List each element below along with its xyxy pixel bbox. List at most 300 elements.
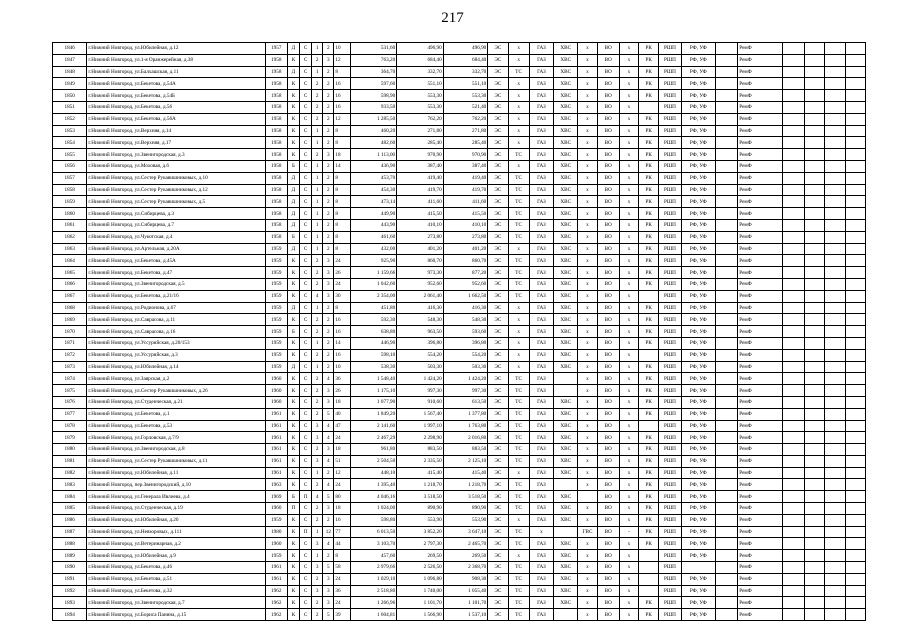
table-cell: ГАЗ bbox=[529, 184, 553, 196]
table-cell: 553,90 bbox=[443, 514, 488, 526]
table-cell: 684,40 bbox=[397, 54, 444, 66]
table-cell: х bbox=[619, 420, 638, 432]
table-cell: РК bbox=[639, 243, 659, 255]
table-cell: РФ, УФ bbox=[681, 290, 715, 302]
table-cell: Д bbox=[287, 43, 299, 55]
table-cell: ГАЗ bbox=[529, 231, 553, 243]
table-cell bbox=[639, 585, 659, 597]
empty-cell bbox=[782, 172, 804, 184]
table-cell: К bbox=[287, 90, 299, 102]
table-cell: 1958 bbox=[265, 101, 287, 113]
table-cell: 415,50 bbox=[397, 208, 444, 220]
table-cell: РШП bbox=[659, 184, 681, 196]
table-cell: 4 046,16 bbox=[350, 491, 397, 503]
table-cell: 419,40 bbox=[443, 172, 488, 184]
table-cell: 5 bbox=[323, 491, 334, 503]
table-cell: С bbox=[300, 137, 312, 149]
empty-cell bbox=[805, 243, 825, 255]
table-cell: х bbox=[578, 113, 597, 125]
table-cell: 269,50 bbox=[397, 550, 444, 562]
table-row bbox=[53, 467, 866, 479]
table-cell: ХВС bbox=[554, 408, 578, 420]
table-cell: х bbox=[619, 562, 638, 574]
table-cell: РемФ bbox=[738, 219, 783, 231]
table-cell: 1961 bbox=[265, 444, 287, 456]
table-cell: ЭС bbox=[488, 137, 508, 149]
table-cell: РШП bbox=[659, 550, 681, 562]
table-cell: ГАЗ bbox=[529, 302, 553, 314]
table-cell: ХВС bbox=[554, 455, 578, 467]
table-cell bbox=[639, 420, 659, 432]
table-cell: ХВС bbox=[554, 54, 578, 66]
table-cell: ГАЗ bbox=[529, 43, 553, 55]
table-row bbox=[53, 444, 866, 456]
table-cell: С bbox=[300, 396, 312, 408]
table-cell: г.Нижний Новгород, ул.Звенигородская, д.5 bbox=[87, 278, 265, 290]
empty-cell bbox=[805, 90, 825, 102]
table-cell: 2 979,66 bbox=[350, 562, 397, 574]
empty-cell bbox=[782, 479, 804, 491]
table-cell: 2 354,00 bbox=[350, 290, 397, 302]
table-cell: 5 bbox=[323, 609, 334, 621]
table-cell bbox=[716, 479, 738, 491]
table-cell: ТС bbox=[508, 609, 529, 621]
empty-cell bbox=[805, 562, 825, 574]
table-cell: 2 bbox=[312, 78, 323, 90]
table-cell: х bbox=[619, 585, 638, 597]
table-cell: С bbox=[300, 243, 312, 255]
table-row bbox=[53, 550, 866, 562]
table-cell: 410,10 bbox=[397, 219, 444, 231]
table-cell: 1850 bbox=[53, 90, 87, 102]
table-cell: 1959 bbox=[265, 361, 287, 373]
table-cell: С bbox=[300, 219, 312, 231]
table-cell: ТС bbox=[508, 373, 529, 385]
table-cell: ВО bbox=[597, 326, 619, 338]
table-cell: РК bbox=[639, 278, 659, 290]
empty-cell bbox=[825, 573, 845, 585]
table-cell: 1959 bbox=[265, 267, 287, 279]
empty-cell bbox=[782, 538, 804, 550]
table-cell bbox=[716, 184, 738, 196]
table-cell: 553,30 bbox=[443, 90, 488, 102]
table-cell: 997,30 bbox=[443, 385, 488, 397]
table-cell: ВО bbox=[597, 538, 619, 550]
empty-cell bbox=[805, 526, 825, 538]
table-cell: К bbox=[287, 290, 299, 302]
table-cell: 613,50 bbox=[443, 396, 488, 408]
table-cell bbox=[716, 219, 738, 231]
table-row bbox=[53, 78, 866, 90]
table-cell: 598,10 bbox=[350, 349, 397, 361]
table-cell: 1 175,10 bbox=[350, 385, 397, 397]
empty-cell bbox=[805, 432, 825, 444]
table-cell: 3 bbox=[312, 585, 323, 597]
table-cell: 18 bbox=[334, 396, 350, 408]
table-cell: 5 bbox=[323, 562, 334, 574]
table-cell: РФ, УФ bbox=[681, 149, 715, 161]
table-cell: 1 740,00 bbox=[397, 585, 444, 597]
table-cell: РФ, УФ bbox=[681, 420, 715, 432]
table-cell: 2 467,29 bbox=[350, 432, 397, 444]
table-row bbox=[53, 184, 866, 196]
table-cell: 16 bbox=[334, 78, 350, 90]
table-cell: 1959 bbox=[265, 514, 287, 526]
empty-cell bbox=[782, 597, 804, 609]
table-cell: ГАЗ bbox=[529, 243, 553, 255]
table-cell: К bbox=[287, 479, 299, 491]
table-cell: ХВС bbox=[554, 90, 578, 102]
empty-cell bbox=[845, 208, 865, 220]
table-cell: х bbox=[619, 219, 638, 231]
table-cell: РемФ bbox=[738, 113, 783, 125]
table-cell: ТС bbox=[508, 420, 529, 432]
empty-cell bbox=[825, 337, 845, 349]
table-cell: 2 bbox=[323, 113, 334, 125]
table-cell: х bbox=[578, 137, 597, 149]
table-cell: 1959 bbox=[265, 314, 287, 326]
empty-cell bbox=[805, 408, 825, 420]
table-cell: С bbox=[300, 550, 312, 562]
table-cell: К bbox=[287, 385, 299, 397]
table-cell: 1958 bbox=[265, 208, 287, 220]
table-cell: РШП bbox=[659, 54, 681, 66]
table-cell: ГАЗ bbox=[529, 420, 553, 432]
table-cell: г.Нижний Новгород, ул.Юбилейная, д.9 bbox=[87, 550, 265, 562]
table-cell: ВО bbox=[597, 125, 619, 137]
table-cell: 2 bbox=[323, 302, 334, 314]
empty-cell bbox=[805, 208, 825, 220]
table-cell: х bbox=[508, 101, 529, 113]
table-cell: х bbox=[578, 160, 597, 172]
table-cell: 14 bbox=[334, 160, 350, 172]
table-cell: г.Нижний Новгород, ул.Бекетова, д.46 bbox=[87, 562, 265, 574]
table-cell: 2 bbox=[312, 326, 323, 338]
table-cell: 1 424,20 bbox=[443, 373, 488, 385]
table-cell: 952,60 bbox=[397, 278, 444, 290]
empty-cell bbox=[845, 160, 865, 172]
table-cell: г.Нижний Новгород, ул.Сибирцева, д.3 bbox=[87, 208, 265, 220]
table-cell: РемФ bbox=[738, 172, 783, 184]
table-cell: РФ, УФ bbox=[681, 137, 715, 149]
table-cell: г.Нижний Новгород, ул.1-я Оранжерейная, д.38 bbox=[87, 54, 265, 66]
empty-cell bbox=[782, 609, 804, 621]
table-cell: РемФ bbox=[738, 385, 783, 397]
table-cell: РШП bbox=[659, 609, 681, 621]
empty-cell bbox=[845, 113, 865, 125]
table-cell: 2 bbox=[323, 349, 334, 361]
table-cell: г.Нижний Новгород, ул.Студенческая, д.21 bbox=[87, 396, 265, 408]
table-cell: 1 bbox=[312, 361, 323, 373]
table-row bbox=[53, 585, 866, 597]
table-cell: х bbox=[619, 160, 638, 172]
empty-cell bbox=[825, 184, 845, 196]
table-cell: х bbox=[578, 290, 597, 302]
table-cell: РФ, УФ bbox=[681, 243, 715, 255]
table-cell: К bbox=[287, 550, 299, 562]
empty-cell bbox=[825, 160, 845, 172]
table-cell: х bbox=[619, 278, 638, 290]
table-cell bbox=[716, 243, 738, 255]
table-cell: Б bbox=[287, 160, 299, 172]
table-cell: К bbox=[287, 267, 299, 279]
table-cell: С bbox=[300, 514, 312, 526]
table-cell bbox=[554, 526, 578, 538]
table-cell: 1963 bbox=[265, 479, 287, 491]
table-cell: х bbox=[508, 125, 529, 137]
table-cell: К bbox=[287, 255, 299, 267]
table-cell bbox=[716, 90, 738, 102]
table-cell: 18 bbox=[334, 149, 350, 161]
table-cell: 973,30 bbox=[397, 267, 444, 279]
table-cell: ХВС bbox=[554, 160, 578, 172]
table-cell: С bbox=[300, 267, 312, 279]
table-cell: РШП bbox=[659, 444, 681, 456]
table-row bbox=[53, 432, 866, 444]
table-cell: РемФ bbox=[738, 267, 783, 279]
empty-cell bbox=[805, 43, 825, 55]
empty-cell bbox=[805, 302, 825, 314]
table-row bbox=[53, 514, 866, 526]
table-cell: РФ, УФ bbox=[681, 113, 715, 125]
table-row bbox=[53, 137, 866, 149]
table-cell: 890,90 bbox=[397, 503, 444, 515]
table-cell bbox=[716, 137, 738, 149]
table-row bbox=[53, 326, 866, 338]
table-cell: РШП bbox=[659, 231, 681, 243]
table-cell: ГАЗ bbox=[529, 503, 553, 515]
table-cell: ХВС bbox=[554, 420, 578, 432]
table-cell: 16 bbox=[334, 349, 350, 361]
table-cell: 1 bbox=[312, 337, 323, 349]
table-cell: ЭС bbox=[488, 326, 508, 338]
table-cell: 1958 bbox=[265, 113, 287, 125]
table-cell: г.Нижний Новгород, ул.Сестер Рукавишниковых, д.10 bbox=[87, 172, 265, 184]
table-cell: РК bbox=[639, 479, 659, 491]
empty-cell bbox=[825, 243, 845, 255]
table-cell: ГАЗ bbox=[529, 219, 553, 231]
table-cell: К bbox=[287, 54, 299, 66]
table-cell: РемФ bbox=[738, 160, 783, 172]
table-cell: 2 bbox=[312, 54, 323, 66]
table-cell: РК bbox=[639, 503, 659, 515]
table-cell: х bbox=[578, 149, 597, 161]
table-cell: ВО bbox=[597, 479, 619, 491]
table-cell: С bbox=[300, 172, 312, 184]
table-cell bbox=[681, 562, 715, 574]
table-row bbox=[53, 160, 866, 172]
table-cell: ХВС bbox=[554, 101, 578, 113]
table-cell: РемФ bbox=[738, 562, 783, 574]
table-cell: РК bbox=[639, 78, 659, 90]
empty-cell bbox=[845, 467, 865, 479]
table-cell: х bbox=[508, 361, 529, 373]
table-cell: ЭС bbox=[488, 101, 508, 113]
table-cell bbox=[716, 444, 738, 456]
table-cell: 553,30 bbox=[397, 90, 444, 102]
table-cell: 1882 bbox=[53, 467, 87, 479]
table-cell bbox=[716, 54, 738, 66]
table-cell: 3 bbox=[323, 278, 334, 290]
table-cell: РШП bbox=[659, 396, 681, 408]
table-cell: РК bbox=[639, 455, 659, 467]
table-cell: С bbox=[300, 337, 312, 349]
table-row bbox=[53, 243, 866, 255]
empty-cell bbox=[845, 514, 865, 526]
table-cell: ХВС bbox=[554, 550, 578, 562]
table-cell: 2 bbox=[323, 514, 334, 526]
table-cell: 1959 bbox=[265, 243, 287, 255]
table-cell bbox=[716, 455, 738, 467]
table-cell: 8 bbox=[334, 66, 350, 78]
table-cell: 18 bbox=[334, 503, 350, 515]
table-cell: ГАЗ bbox=[529, 290, 553, 302]
empty-cell bbox=[805, 137, 825, 149]
table-row bbox=[53, 538, 866, 550]
table-cell: 12 bbox=[334, 54, 350, 66]
table-cell: ТС bbox=[508, 396, 529, 408]
table-cell: РемФ bbox=[738, 337, 783, 349]
table-cell: 1959 bbox=[265, 290, 287, 302]
table-cell: К bbox=[287, 337, 299, 349]
table-cell: 3 bbox=[323, 444, 334, 456]
table-cell: РемФ bbox=[738, 125, 783, 137]
table-cell: РК bbox=[639, 337, 659, 349]
table-cell: 396,80 bbox=[397, 337, 444, 349]
table-cell: ЭС bbox=[488, 514, 508, 526]
table-cell: К bbox=[287, 585, 299, 597]
table-cell: РФ, УФ bbox=[681, 337, 715, 349]
table-cell: г.Нижний Новгород, ул.Юбилейная, д.20 bbox=[87, 514, 265, 526]
table-cell: РФ, УФ bbox=[681, 78, 715, 90]
table-cell: С bbox=[300, 562, 312, 574]
empty-cell bbox=[805, 597, 825, 609]
table-cell: ВО bbox=[597, 149, 619, 161]
table-cell: П bbox=[300, 526, 312, 538]
table-cell: х bbox=[508, 160, 529, 172]
table-row bbox=[53, 526, 866, 538]
table-cell: х bbox=[619, 550, 638, 562]
table-cell: РШП bbox=[659, 326, 681, 338]
table-cell: ЭС bbox=[488, 290, 508, 302]
table-cell: П bbox=[300, 491, 312, 503]
table-cell: ХВС bbox=[554, 208, 578, 220]
empty-cell bbox=[782, 326, 804, 338]
empty-cell bbox=[825, 314, 845, 326]
table-cell: х bbox=[619, 149, 638, 161]
table-cell bbox=[716, 160, 738, 172]
table-cell: 1958 bbox=[265, 149, 287, 161]
table-cell: РШП bbox=[659, 149, 681, 161]
table-cell: г.Нижний Новгород, ул.Сестер Рукавишниковых, д.12 bbox=[87, 184, 265, 196]
empty-cell bbox=[782, 54, 804, 66]
table-cell: 1 029,10 bbox=[350, 573, 397, 585]
table-cell: х bbox=[619, 361, 638, 373]
empty-cell bbox=[845, 101, 865, 113]
empty-cell bbox=[805, 503, 825, 515]
table-cell: 387,40 bbox=[397, 160, 444, 172]
table-cell: РК bbox=[639, 491, 659, 503]
empty-cell bbox=[805, 420, 825, 432]
table-cell: ХВС bbox=[554, 514, 578, 526]
empty-cell bbox=[825, 231, 845, 243]
table-cell: 4 bbox=[323, 479, 334, 491]
table-row bbox=[53, 597, 866, 609]
table-cell: г.Нижний Новгород, ул.Горловская, д.7/9 bbox=[87, 432, 265, 444]
table-cell: Б bbox=[287, 231, 299, 243]
table-cell: х bbox=[578, 455, 597, 467]
table-cell: х bbox=[508, 302, 529, 314]
table-cell: х bbox=[619, 208, 638, 220]
table-cell: г.Нижний Новгород, ул.Бекетова, д.21/16 bbox=[87, 290, 265, 302]
table-cell: РК bbox=[639, 467, 659, 479]
table-cell: ВО bbox=[597, 337, 619, 349]
table-cell: 1 285,50 bbox=[350, 113, 397, 125]
table-cell: ХВС bbox=[554, 78, 578, 90]
empty-cell bbox=[805, 278, 825, 290]
table-cell: х bbox=[578, 609, 597, 621]
table-cell: К bbox=[287, 314, 299, 326]
table-cell: РШП bbox=[659, 526, 681, 538]
table-cell: г.Нижний Новгород, ул.Бекетова, д.56А bbox=[87, 113, 265, 125]
table-cell: РК bbox=[639, 66, 659, 78]
table-row bbox=[53, 43, 866, 55]
table-cell: ТС bbox=[508, 585, 529, 597]
table-cell: г.Нижний Новгород, ул.Родионова, д.67 bbox=[87, 302, 265, 314]
table-cell: 2 141,60 bbox=[350, 420, 397, 432]
table-cell: 1887 bbox=[53, 526, 87, 538]
table-cell: РШП bbox=[659, 290, 681, 302]
table-cell: 2 bbox=[312, 444, 323, 456]
table-cell: 2 bbox=[312, 597, 323, 609]
table-cell: 24 bbox=[334, 278, 350, 290]
table-cell: 1886 bbox=[53, 514, 87, 526]
table-cell: 1 096,80 bbox=[397, 573, 444, 585]
table-cell: 1868 bbox=[53, 302, 87, 314]
table-cell: 3 518,50 bbox=[443, 491, 488, 503]
table-cell: РШП bbox=[659, 420, 681, 432]
table-cell: 3 bbox=[323, 255, 334, 267]
empty-cell bbox=[782, 349, 804, 361]
table-cell: х bbox=[619, 503, 638, 515]
table-cell: ХВС bbox=[554, 337, 578, 349]
table-cell: ЭС bbox=[488, 373, 508, 385]
table-cell: ЭС bbox=[488, 503, 508, 515]
empty-cell bbox=[805, 538, 825, 550]
table-cell: 1 266,96 bbox=[350, 597, 397, 609]
table-cell: 2 bbox=[312, 479, 323, 491]
table-cell: РШП bbox=[659, 562, 681, 574]
table-cell: ТС bbox=[508, 172, 529, 184]
table-cell: 12 bbox=[334, 467, 350, 479]
table-cell: 1 101,70 bbox=[397, 597, 444, 609]
empty-cell bbox=[782, 66, 804, 78]
table-cell: х bbox=[578, 54, 597, 66]
table-cell: 1959 bbox=[265, 278, 287, 290]
table-cell: 3 bbox=[323, 149, 334, 161]
empty-cell bbox=[782, 219, 804, 231]
table-cell: РФ, УФ bbox=[681, 125, 715, 137]
table-cell: ХВС bbox=[554, 562, 578, 574]
empty-cell bbox=[805, 125, 825, 137]
table-cell: ТС bbox=[508, 267, 529, 279]
table-cell: ГАЗ bbox=[529, 337, 553, 349]
table-cell: г.Нижний Новгород, ул.Бекетова, д.53 bbox=[87, 420, 265, 432]
table-row bbox=[53, 267, 866, 279]
table-cell: ВО bbox=[597, 503, 619, 515]
table-cell: ГАЗ bbox=[529, 467, 553, 479]
empty-cell bbox=[845, 526, 865, 538]
